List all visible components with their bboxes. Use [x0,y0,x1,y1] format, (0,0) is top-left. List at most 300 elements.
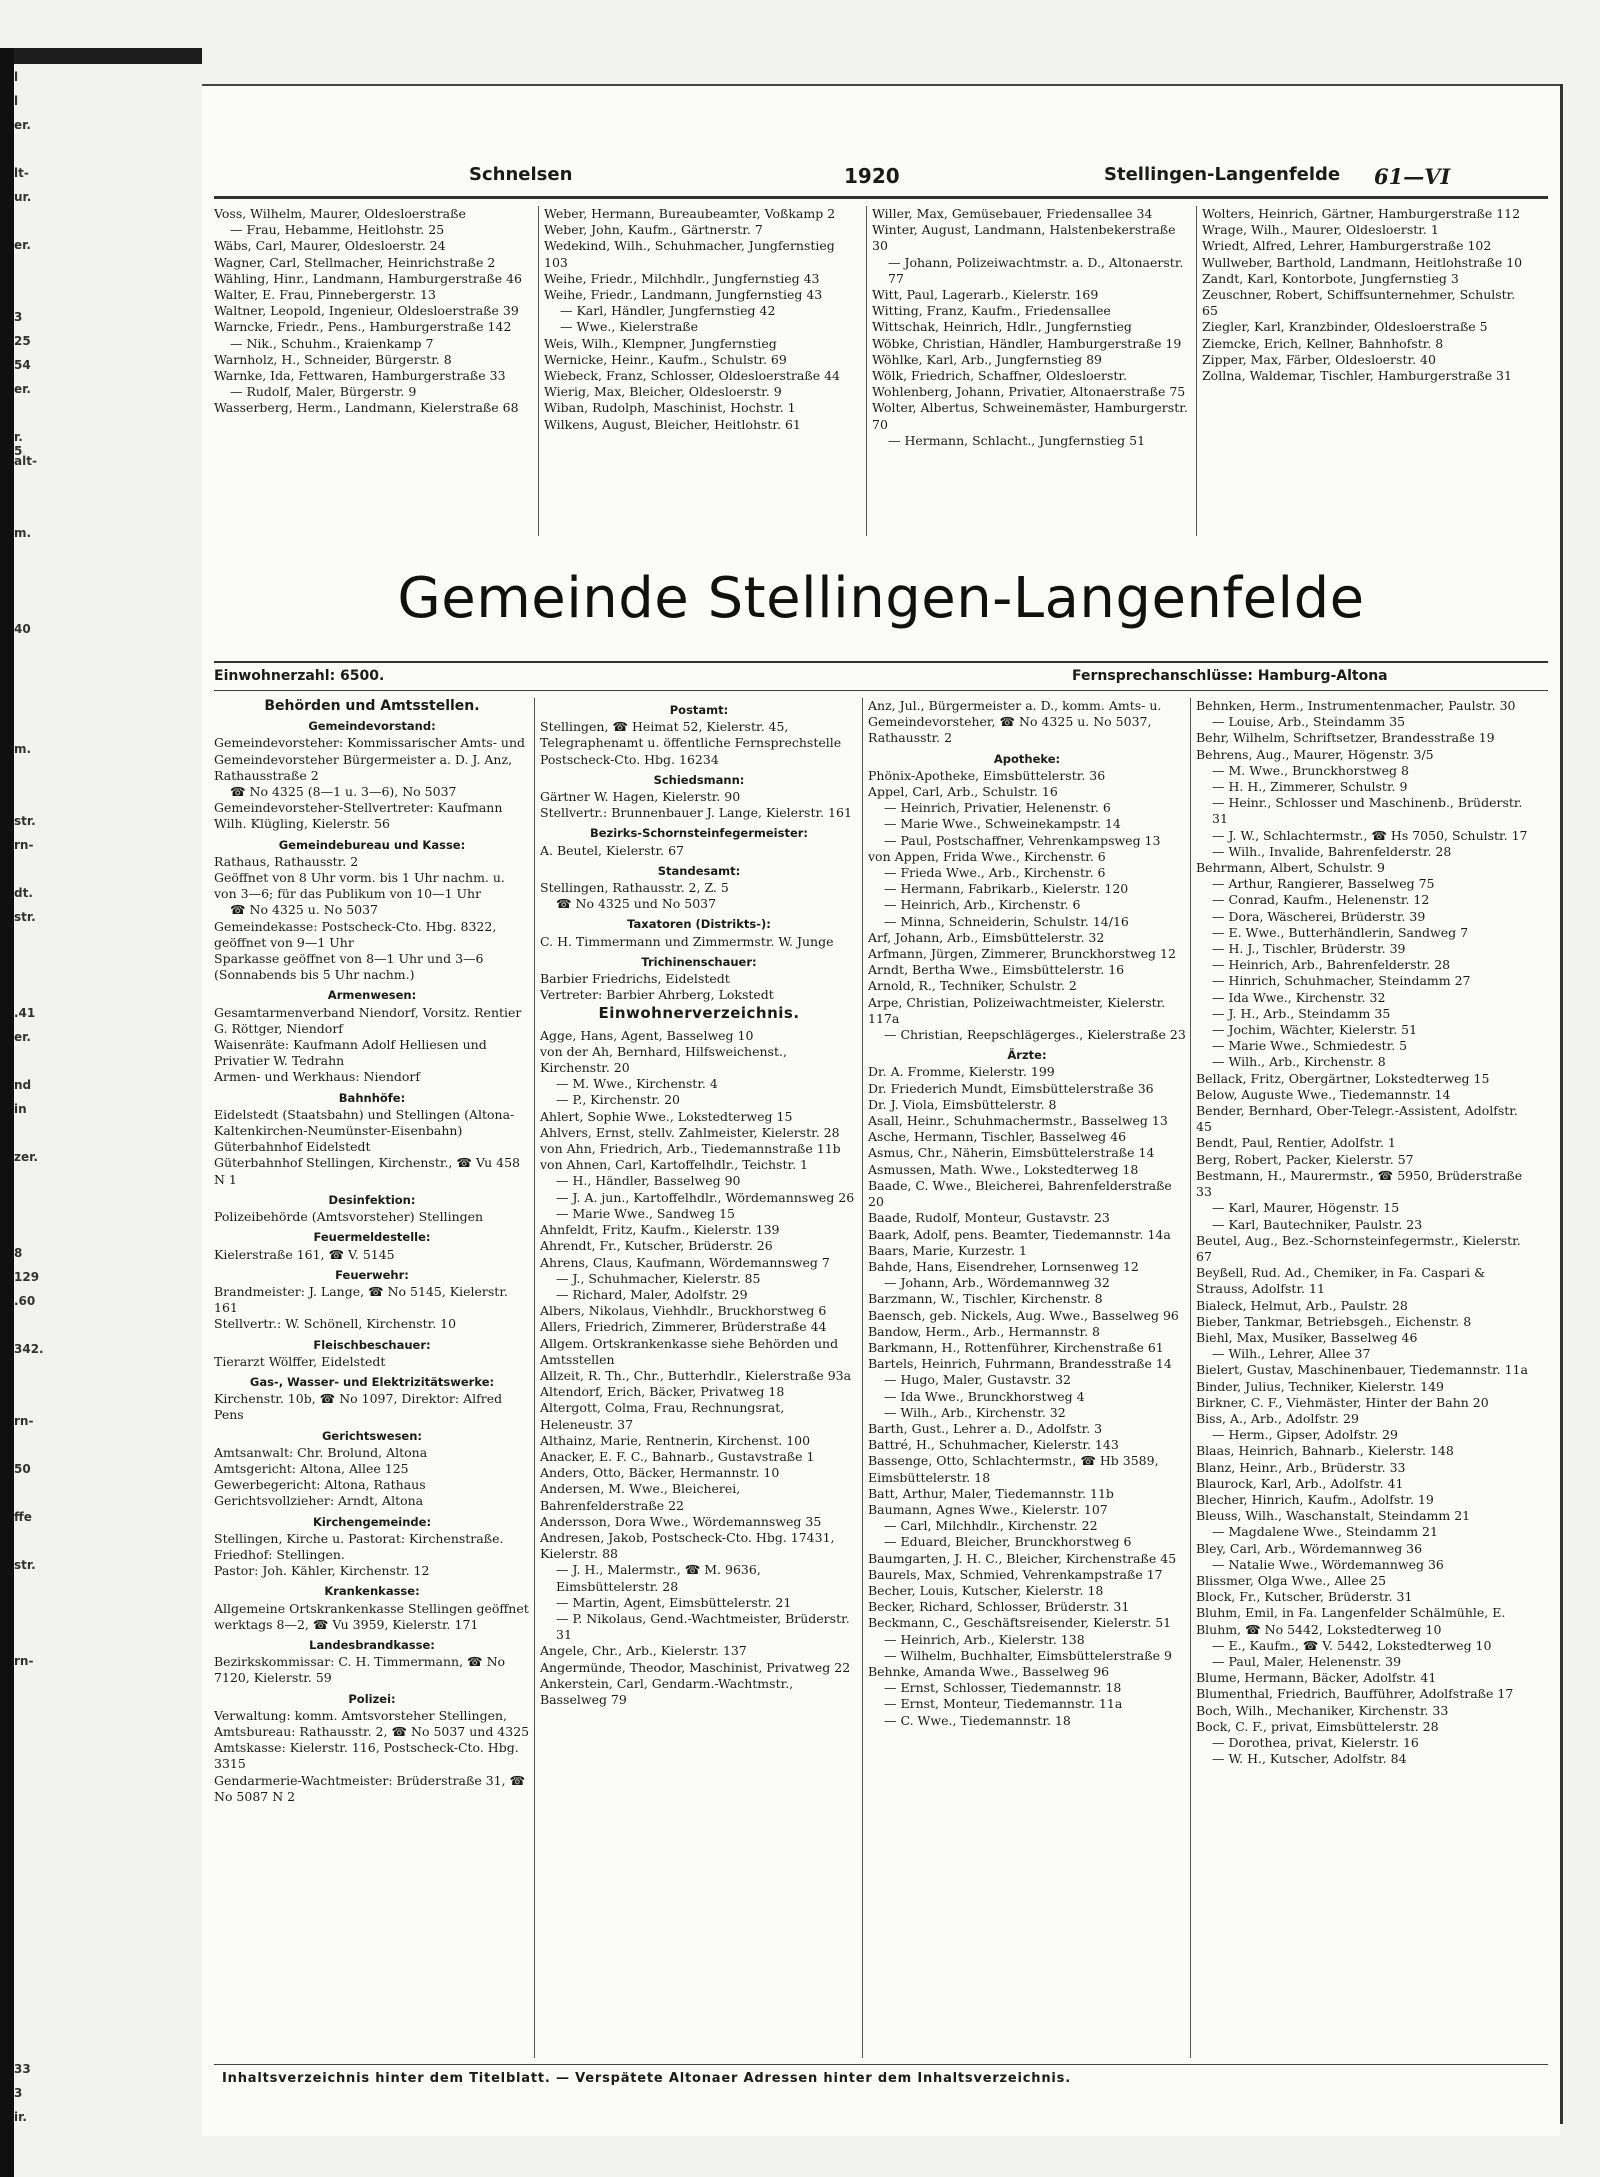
edge-fragment: lt- [14,166,29,180]
directory-entry: — Frau, Hebamme, Heitlohstr. 25 [230,222,445,238]
directory-entry: Gewerbegericht: Altona, Rathaus [214,1477,426,1493]
directory-entry: Altergott, Colma, Frau, Rechnungsrat, Heleneustr. 37 [540,1400,785,1432]
directory-entry: — Wilh., Invalide, Bahrenfelderstr. 28 [1212,843,1452,859]
directory-entry: Wullweber, Barthold, Landmann, Heitlohstraße 10 [1202,254,1523,270]
edge-fragment: rn- [14,1414,34,1428]
edge-fragment: r. 5 [14,430,23,458]
directory-entry: Boch, Wilh., Mechaniker, Kirchenstr. 33 [1196,1702,1449,1718]
directory-entry: Bellack, Fritz, Obergärtner, Lokstedterweg 15 [1196,1070,1490,1086]
directory-entry: — W. H., Kutscher, Adolfstr. 84 [1212,1751,1407,1767]
directory-entry: — M. Wwe., Kirchenstr. 4 [556,1076,718,1092]
directory-entry: — Hugo, Maler, Gustavstr. 32 [884,1372,1071,1388]
directory-entry: Wähling, Hinr., Landmann, Hamburgerstraße 46 [214,270,522,286]
directory-entry: von Ahnen, Carl, Kartoffelhdlr., Teichstr. 1 [540,1157,808,1173]
directory-entry: Baade, Rudolf, Monteur, Gustavstr. 23 [868,1210,1110,1226]
directory-entry: Block, Fr., Kutscher, Brüderstr. 31 [1196,1589,1413,1605]
directory-entry: Biss, A., Arb., Adolfstr. 29 [1196,1410,1359,1426]
directory-entry: Ahlvers, Ernst, stellv. Zahlmeister, Kielerstr. 28 [540,1124,840,1140]
edge-fragment: 8 [14,1246,23,1260]
directory-entry: Dr. Friederich Mundt, Eimsbüttelerstraße 36 [868,1080,1154,1096]
directory-entry: Ahnfeldt, Fritz, Kaufm., Kielerstr. 139 [540,1222,780,1238]
column-divider [1196,206,1197,536]
previous-page-edge [14,70,44,2150]
directory-entry: Vertreter: Barbier Ahrberg, Lokstedt [540,987,774,1003]
directory-entry: — Natalie Wwe., Wördemannweg 36 [1212,1556,1444,1572]
directory-entry: Batt, Arthur, Maler, Tiedemannstr. 11b [868,1485,1114,1501]
directory-entry: — Paul, Postschaffner, Vehrenkampsweg 13 [884,832,1161,848]
directory-entry: Arndt, Bertha Wwe., Eimsbüttelerstr. 16 [868,962,1125,978]
telephone-exchange: Fernsprechanschlüsse: Hamburg-Altona [1072,668,1388,684]
edge-fragment: 129 [14,1270,40,1284]
directory-entry: Albers, Nikolaus, Viehhdlr., Bruckhorstweg 6 [540,1303,827,1319]
directory-entry: Angele, Chr., Arb., Kielerstr. 137 [540,1643,747,1659]
directory-entry: Becher, Louis, Kutscher, Kielerstr. 18 [868,1582,1104,1598]
directory-entry: — Conrad, Kaufm., Helenenstr. 12 [1212,892,1430,908]
section-heading: Kirchengemeinde: [312,1514,432,1529]
directory-entry: Baumann, Agnes Wwe., Kielerstr. 107 [868,1501,1108,1517]
directory-entry: Allgemeine Ortskrankenkasse Stellingen geöffnet werktags 8—2, ☎ Vu 3959, Kielerstr. 171 [214,1600,529,1632]
header-rule [214,196,1548,199]
directory-entry: — Nik., Schuhm., Kraienkamp 7 [230,335,434,351]
directory-entry: Wolters, Heinrich, Gärtner, Hamburgerstraße 112 [1202,206,1521,221]
edge-fragment: nd [14,1078,32,1092]
directory-entry: Bock, C. F., privat, Eimsbüttelerstr. 28 [1196,1718,1439,1734]
section-heading: Einwohnerverzeichnis. [598,1004,800,1023]
directory-entry: — Heinrich, Arb., Kielerstr. 138 [884,1631,1085,1647]
directory-entry: — Ida Wwe., Kirchenstr. 32 [1212,989,1386,1005]
edge-fragment: ffe [14,1510,32,1524]
directory-page [202,84,1560,2136]
directory-entry: ☎ No 4325 und No 5037 [556,896,717,912]
directory-entry: Bestmann, H., Maurermstr., ☎ 5950, Brüderstraße 33 [1196,1167,1523,1200]
directory-entry: Ziegler, Karl, Kranzbinder, Oldesloerstraße 5 [1202,319,1488,335]
directory-entry: Ankerstein, Carl, Gendarm.-Wachtmstr., Basselweg 79 [540,1675,794,1707]
directory-entry: Wernicke, Heinr., Kaufm., Schulstr. 69 [544,351,787,367]
scan-border-right [1560,84,1563,2124]
directory-entry: ☎ No 4325 u. No 5037 [230,902,379,918]
directory-entry: Asche, Hermann, Tischler, Basselweg 46 [868,1129,1127,1145]
directory-entry: Wrage, Wilh., Maurer, Oldesloerstr. 1 [1202,222,1439,238]
directory-entry: — Paul, Maler, Helenenstr. 39 [1212,1653,1402,1669]
directory-entry: Voss, Wilhelm, Maurer, Oldesloerstraße [214,206,466,221]
directory-entry: — Johann, Arb., Wördemannweg 32 [884,1275,1110,1291]
section-heading: Gemeindevorstand: [308,719,436,734]
section-heading: Armenwesen: [327,988,417,1003]
directory-entry: Barkmann, H., Rottenführer, Kirchenstraße 61 [868,1339,1164,1355]
directory-entry: Waisenräte: Kaufmann Adolf Helliesen und Privatier W. Tedrahn [214,1037,487,1069]
directory-entry: Winter, August, Landmann, Halstenbekerstraße 30 [872,222,1176,254]
directory-entry: Blumenthal, Friedrich, Baufführer, Adolfstraße 17 [1196,1686,1514,1702]
directory-entry: Asmus, Chr., Näherin, Eimsbüttelerstraße 14 [868,1145,1155,1161]
directory-entry: — Marie Wwe., Sandweg 15 [556,1205,735,1221]
directory-entry: — Heinr., Schlosser und Maschinenb., Brüderstr. 31 [1212,795,1523,827]
directory-entry: Beyßell, Rud. Ad., Chemiker, in Fa. Caspari & Strauss, Adolfstr. 11 [1196,1265,1486,1297]
directory-entry: — Dora, Wäscherei, Brüderstr. 39 [1212,908,1426,924]
directory-entry: Blanz, Heinr., Arb., Brüderstr. 33 [1196,1459,1406,1475]
directory-entry: Blissmer, Olga Wwe., Allee 25 [1196,1572,1387,1588]
directory-entry: — Heinrich, Arb., Bahrenfelderstr. 28 [1212,957,1451,973]
directory-entry: Polizeibehörde (Amtsvorsteher) Stellingen [214,1209,484,1225]
section-heading: Landesbrandkasse: [309,1637,435,1652]
directory-entry: — Wilh., Lehrer, Allee 37 [1212,1346,1371,1362]
directory-entry: Battré, H., Schuhmacher, Kielerstr. 143 [868,1437,1119,1453]
directory-entry: Pastor: Joh. Kähler, Kirchenstr. 12 [214,1563,430,1579]
directory-entry: Althainz, Marie, Rentnerin, Kirchenst. 100 [540,1432,811,1448]
directory-entry: — Heinrich, Privatier, Helenenstr. 6 [884,800,1111,816]
directory-entry: Brandmeister: J. Lange, ☎ No 5145, Kielerstr. 161 [214,1283,508,1316]
directory-entry: Gemeindevorsteher: Kommissarischer Amts- und Gemeindevorsteher Bürgermeister a. D. J. Anz, Rathausstraße 2 [214,735,526,783]
directory-entry: Bassenge, Otto, Schlachtermstr., ☎ Hb 3589, Eimsbüttelerstr. 18 [868,1453,1159,1485]
directory-entry: Warnholz, H., Schneider, Bürgerstr. 8 [214,351,452,367]
directory-entry: Wolter, Albertus, Schweinemäster, Hamburgerstr. 70 [872,400,1188,432]
directory-entry: Barth, Gust., Lehrer a. D., Adolfstr. 3 [868,1420,1103,1436]
directory-entry: Ahrens, Claus, Kaufmann, Wördemannsweg 7 [540,1254,830,1270]
top-column-4 [1202,206,1532,384]
directory-entry: Biehl, Max, Musiker, Basselweg 46 [1196,1329,1418,1345]
edge-fragment: 40 [14,622,31,636]
directory-entry: Beutel, Aug., Bez.-Schornsteinfegermstr., Kielerstr. 67 [1196,1232,1521,1264]
directory-entry: Eidelstedt (Staatsbahn) und Stellingen (Altona-Kaltenkirchen-Neumünster-Eisenbahn) [214,1106,515,1139]
directory-entry: Warncke, Friedr., Pens., Hamburgerstraße 142 [214,319,512,335]
section-heading: Feuerwehr: [335,1267,409,1282]
directory-entry: Behr, Wilhelm, Schriftsetzer, Brandesstraße 19 [1196,730,1495,746]
column-divider [862,698,863,2058]
directory-entry: Barzmann, W., Tischler, Kirchenstr. 8 [868,1291,1103,1307]
directory-entry: Blaas, Heinrich, Bahnarb., Kielerstr. 148 [1196,1443,1454,1459]
section-heading: Gerichtswesen: [321,1428,423,1443]
directory-entry: von Appen, Frida Wwe., Kirchenstr. 6 [868,848,1106,864]
directory-entry: — Wilh., Arb., Kirchenstr. 32 [884,1404,1066,1420]
directory-entry: Gendarmerie-Wachtmeister: Brüderstraße 31, ☎ No 5087 N 2 [214,1772,526,1804]
section-heading: Ärzte: [1007,1048,1047,1063]
edge-fragment: 342. [14,1342,44,1356]
directory-entry: — H., Händler, Basselweg 90 [556,1173,741,1189]
directory-entry: — P. Nikolaus, Gend.-Wachtmeister, Brüderstr. 31 [556,1610,850,1643]
directory-entry: Ahlert, Sophie Wwe., Lokstedterweg 15 [540,1108,793,1124]
directory-entry: Bluhm, Emil, in Fa. Langenfelder Schälmühle, E. Bluhm, ☎ No 5442, Lokstedterweg 10 [1196,1605,1506,1637]
edge-fragment: dt. [14,886,33,900]
directory-entry: — Magdalene Wwe., Steindamm 21 [1212,1524,1438,1540]
directory-entry: — Ernst, Schlosser, Tiedemannstr. 18 [884,1680,1122,1696]
directory-entry: Gemeindekasse: Postscheck-Cto. Hbg. 8322, geöffnet von 9—1 Uhr [214,918,497,950]
title-rule [214,661,1548,663]
directory-entry: — Hermann, Schlacht., Jungfernstieg 51 [888,432,1146,448]
directory-entry: — C. Wwe., Tiedemannstr. 18 [884,1712,1071,1728]
edge-fragment: er. [14,238,31,252]
directory-entry: Arfmann, Jürgen, Zimmerer, Brunckhorstweg 12 [868,946,1176,962]
section-heading: Bezirks-Schornsteinfegermeister: [589,826,809,841]
directory-entry: Wöhlke, Karl, Arb., Jungfernstieg 89 [872,351,1103,367]
section-heading: Feuermeldestelle: [313,1230,431,1245]
section-heading: Standesamt: [657,863,741,878]
edge-fragment: rn- [14,1654,34,1668]
directory-entry: Arpe, Christian, Polizeiwachtmeister, Kielerstr. 117a [868,994,1166,1026]
directory-entry: Amtsgericht: Altona, Allee 125 [214,1460,409,1476]
directory-entry: — Jochim, Wächter, Kielerstr. 51 [1212,1022,1418,1038]
main-column-1 [214,698,530,1805]
directory-entry: Gesamtarmenverband Niendorf, Vorsitz. Rentier G. Röttger, Niendorf [214,1004,522,1036]
directory-entry: — Hermann, Fabrikarb., Kielerstr. 120 [884,881,1129,897]
stats-rule [214,690,1548,691]
directory-entry: Wilkens, August, Bleicher, Heitlohstr. 61 [544,416,801,432]
edge-fragment: 3 [14,310,23,324]
directory-entry: Berg, Robert, Packer, Kielerstr. 57 [1196,1151,1414,1167]
section-heading: Schiedsmann: [653,772,745,787]
section-heading: Bahnhöfe: [338,1090,406,1105]
edge-fragment: 50 [14,1462,31,1476]
directory-entry: Gemeindevorsteher-Stellvertreter: Kaufmann Wilh. Klügling, Kielerstr. 56 [214,800,503,832]
header-left-name: Schnelsen [469,164,573,185]
directory-entry: Rathaus, Rathausstr. 2 [214,853,359,869]
population-count: Einwohnerzahl: 6500. [214,668,385,684]
directory-entry: Gerichtsvollzieher: Arndt, Altona [214,1493,424,1509]
directory-entry: Weber, John, Kaufm., Gärtnerstr. 7 [544,222,763,238]
directory-entry: — Minna, Schneiderin, Schulstr. 14/16 [884,913,1129,929]
directory-entry: Weis, Wilh., Klempner, Jungfernstieg [544,335,777,351]
directory-entry: Weber, Hermann, Bureaubeamter, Voßkamp 2 [544,206,836,221]
directory-entry: Bialeck, Helmut, Arb., Paulstr. 28 [1196,1297,1408,1313]
directory-entry: Below, Auguste Wwe., Tiedemannstr. 14 [1196,1086,1451,1102]
directory-entry: Agge, Hans, Agent, Basselweg 10 [540,1027,754,1043]
directory-entry: Stellingen, Kirche u. Pastorat: Kirchenstraße. Friedhof: Stellingen. [214,1530,504,1562]
main-column-3 [868,698,1186,1729]
directory-entry: C. H. Timmermann und Zimmermstr. W. Junge [540,933,834,949]
directory-entry: Bartels, Heinrich, Fuhrmann, Brandesstraße 14 [868,1356,1172,1372]
column-divider [538,206,539,536]
directory-entry: Binder, Julius, Techniker, Kielerstr. 149 [1196,1378,1444,1394]
directory-entry: — J. H., Malermstr., ☎ M. 9636, Eimsbüttelerstr. 28 [556,1562,761,1594]
directory-entry: Bleuss, Wilh., Waschanstalt, Steindamm 21 [1196,1508,1471,1524]
edge-fragment: .60 [14,1294,36,1308]
header-page-number: 61—VI [1374,164,1451,189]
main-column-4 [1196,698,1536,1767]
section-heading: Desinfektion: [328,1192,416,1207]
edge-fragment: l [14,94,19,108]
directory-entry: Asmussen, Math. Wwe., Lokstedterweg 18 [868,1161,1139,1177]
directory-entry: Stellingen, ☎ Heimat 52, Kielerstr. 45, Telegraphenamt u. öffentliche Fernsprechstelle [540,719,842,751]
directory-entry: Blume, Hermann, Bäcker, Adolfstr. 41 [1196,1670,1437,1686]
directory-entry: Andresen, Jakob, Postscheck-Cto. Hbg. 17431, Kielerstr. 88 [540,1529,835,1562]
main-column-2 [540,698,858,1708]
directory-entry: Arnold, R., Techniker, Schulstr. 2 [868,978,1077,994]
directory-entry: — Christian, Reepschlägerges., Kielerstraße 23 [884,1027,1186,1043]
directory-entry: — Eduard, Bleicher, Brunckhorstweg 6 [884,1534,1132,1550]
directory-entry: Andersen, M. Wwe., Bleicherei, Bahrenfelderstraße 22 [540,1481,741,1513]
directory-entry: — Wwe., Kielerstraße [560,319,699,335]
column-divider [1190,698,1191,2058]
directory-entry: Güterbahnhof Stellingen, Kirchenstr., ☎ Vu 458 N 1 [214,1155,521,1187]
column-divider [866,206,867,536]
directory-entry: — P., Kirchenstr. 20 [556,1092,680,1108]
directory-entry: — J., Schuhmacher, Kielerstr. 85 [556,1270,761,1286]
directory-entry: Bendt, Paul, Rentier, Adolfstr. 1 [1196,1135,1396,1151]
header-year: 1920 [844,164,900,188]
directory-entry: Wittschak, Heinrich, Hdlr., Jungfernstieg [872,319,1132,335]
directory-entry: Wierig, Max, Bleicher, Oldesloerstr. 9 [544,384,782,400]
directory-entry: — Rudolf, Maler, Bürgerstr. 9 [230,384,417,400]
section-heading: Taxatoren (Distrikts-): [627,917,771,932]
directory-entry: — Johann, Polizeiwachtmstr. a. D., Altonaerstr. 77 [888,254,1184,286]
directory-entry: Dr. J. Viola, Eimsbüttelerstr. 8 [868,1096,1057,1112]
directory-entry: — H. J., Tischler, Brüderstr. 39 [1212,941,1406,957]
edge-fragment: 25 [14,334,31,348]
directory-entry: Anders, Otto, Bäcker, Hermannstr. 10 [540,1465,780,1481]
scan-border-top [14,48,202,64]
directory-entry: Ahrendt, Fr., Kutscher, Brüderstr. 26 [540,1238,773,1254]
directory-entry: Bender, Bernhard, Ober-Telegr.-Assistent, Adolfstr. 45 [1196,1103,1518,1135]
directory-entry: Wäbs, Carl, Maurer, Oldesloerstr. 24 [214,238,446,254]
directory-entry: — Richard, Maler, Adolfstr. 29 [556,1286,748,1302]
edge-fragment: l [14,70,19,84]
section-heading: Krankenkasse: [324,1584,420,1599]
directory-entry: — Martin, Agent, Eimsbüttelerstr. 21 [556,1594,792,1610]
footer-rule [214,2064,1548,2065]
edge-fragment: in [14,1102,27,1116]
edge-fragment: str. [14,910,36,924]
directory-entry: Gärtner W. Hagen, Kielerstr. 90 [540,789,741,805]
directory-entry: von der Ah, Bernhard, Hilfsweichenst., Kirchenstr. 20 [540,1043,787,1076]
directory-entry: ☎ No 4325 (8—1 u. 3—6), No 5037 [230,784,457,800]
directory-entry: Wiebeck, Franz, Schlosser, Oldesloerstraße 44 [544,368,840,384]
edge-fragment: m. [14,742,32,756]
top-column-1 [214,206,534,417]
directory-entry: Allers, Friedrich, Zimmerer, Brüderstraße 44 [540,1319,827,1335]
directory-entry: Warnke, Ida, Fettwaren, Hamburgerstraße 33 [214,368,506,384]
directory-entry: Wohlenberg, Johann, Privatier, Altonaerstraße 75 [872,384,1186,400]
directory-entry: — E., Kaufm., ☎ V. 5442, Lokstedterweg 10 [1212,1637,1492,1653]
directory-entry: Weihe, Friedr., Milchhdlr., Jungfernstieg 43 [544,270,820,286]
directory-entry: Baade, C. Wwe., Bleicherei, Bahrenfelderstraße 20 [868,1177,1172,1210]
edge-fragment: str. [14,1558,36,1572]
directory-entry: Becker, Richard, Schlosser, Brüderstr. 31 [868,1599,1130,1615]
directory-entry: — J. W., Schlachtermstr., ☎ Hs 7050, Schulstr. 17 [1212,827,1528,843]
section-heading: Postamt: [669,703,729,717]
edge-fragment: rn- [14,838,34,852]
directory-entry: Bahde, Hans, Eisendreher, Lornsenweg 12 [868,1258,1139,1274]
directory-entry: — E. Wwe., Butterhändlerin, Sandweg 7 [1212,924,1469,940]
directory-entry: Phönix-Apotheke, Eimsbüttelerstr. 36 [868,767,1106,783]
directory-entry: Tierarzt Wölffer, Eidelstedt [214,1353,386,1369]
directory-entry: Bielert, Gustav, Maschinenbauer, Tiedemannstr. 11a [1196,1362,1528,1378]
section-heading: Gemeindebureau und Kasse: [278,837,466,852]
section-heading: Polizei: [348,1691,396,1706]
directory-entry: Baars, Marie, Kurzestr. 1 [868,1242,1028,1258]
directory-entry: Bieber, Tankmar, Betriebsgeh., Eichenstr. 8 [1196,1313,1472,1329]
directory-entry: Anz, Jul., Bürgermeister a. D., komm. Amts- u. Gemeindevorsteher, ☎ No 4325 u. No 5037, Rathausstr. 2 [868,698,1162,746]
directory-entry: Witt, Paul, Lagerarb., Kielerstr. 169 [872,287,1099,303]
section-heading: Trichinenschauer: [641,954,757,969]
header-place: Stellingen-Langenfelde [1104,164,1341,185]
directory-entry: Baurels, Max, Schmied, Vehrenkampstraße 17 [868,1566,1163,1582]
directory-entry: Bandow, Herm., Arb., Hermannstr. 8 [868,1323,1100,1339]
directory-entry: Birkner, C. F., Viehmäster, Hinter der Bahn 20 [1196,1394,1489,1410]
directory-entry: Waltner, Leopold, Ingenieur, Oldesloerstraße 39 [214,303,519,319]
edge-fragment: zer. [14,1150,38,1164]
directory-entry: — Heinrich, Arb., Kirchenstr. 6 [884,897,1081,913]
section-heading: Apotheke: [993,751,1061,766]
directory-entry: Geöffnet von 8 Uhr vorm. bis 1 Uhr nachm. u. von 3—6; für das Publikum von 10—1 Uhr [214,870,505,902]
edge-fragment: 33 [14,2062,31,2076]
directory-entry: — Marie Wwe., Schmiedestr. 5 [1212,1038,1408,1054]
directory-entry: — M. Wwe., Brunckhorstweg 8 [1212,762,1409,778]
directory-entry: Beckmann, C., Geschäftsreisender, Kielerstr. 51 [868,1615,1172,1631]
directory-entry: Wasserberg, Herm., Landmann, Kielerstraße 68 [214,400,519,416]
directory-entry: — Frieda Wwe., Arb., Kirchenstr. 6 [884,865,1106,881]
directory-entry: Blecher, Hinrich, Kaufm., Adolfstr. 19 [1196,1491,1434,1507]
directory-entry: Wöbke, Christian, Händler, Hamburgerstraße 19 [872,335,1182,351]
directory-entry: — Dorothea, privat, Kielerstr. 16 [1212,1735,1419,1750]
directory-entry: Arf, Johann, Arb., Eimsbüttelerstr. 32 [868,929,1105,945]
directory-entry: Weihe, Friedr., Landmann, Jungfernstieg 43 [544,287,823,303]
directory-entry: Behnke, Amanda Wwe., Basselweg 96 [868,1663,1110,1679]
directory-entry: Wagner, Carl, Stellmacher, Heinrichstraße 2 [214,254,496,270]
section-heading: Gas-, Wasser- und Elektrizitätswerke: [249,1374,495,1389]
directory-entry: — Wilhelm, Buchhalter, Eimsbüttelerstraße 9 [884,1647,1172,1663]
top-column-3 [872,206,1192,449]
directory-entry: Bezirkskommissar: C. H. Timmermann, ☎ No 7120, Kielerstr. 59 [214,1654,506,1686]
directory-entry: Wölk, Friedrich, Schaffner, Oldesloerstr. [872,368,1127,384]
directory-entry: Zollna, Waldemar, Tischler, Hamburgerstraße 31 [1202,368,1512,384]
directory-entry: Armen- und Werkhaus: Niendorf [214,1069,421,1085]
section-heading: Fleischbeschauer: [313,1337,431,1352]
directory-entry: Stellvertr.: W. Schönell, Kirchenstr. 10 [214,1316,457,1332]
directory-entry: Sparkasse geöffnet von 8—1 Uhr und 3—6 (Sonnabends bis 5 Uhr nachm.) [214,951,484,983]
directory-entry: Anacker, E. F. C., Bahnarb., Gustavstraße 1 [540,1448,815,1464]
directory-entry: Amtsanwalt: Chr. Brolund, Altona [214,1444,428,1460]
directory-entry: Kielerstraße 161, ☎ V. 5145 [214,1246,395,1262]
directory-entry: — H. H., Zimmerer, Schulstr. 9 [1212,779,1408,795]
directory-entry: — J. H., Arb., Steindamm 35 [1212,1005,1391,1021]
directory-entry: Wedekind, Wilh., Schuhmacher, Jungfernstieg 103 [544,238,835,270]
directory-entry: Postscheck-Cto. Hbg. 16234 [540,751,719,767]
directory-entry: Walter, E. Frau, Pinnebergerstr. 13 [214,287,436,303]
directory-entry: Appel, Carl, Arb., Schulstr. 16 [868,784,1058,800]
edge-fragment: ir. [14,2110,27,2124]
column-divider [534,698,535,2058]
directory-entry: Behnken, Herm., Instrumentenmacher, Paulstr. 30 [1196,698,1516,713]
directory-entry: Witting, Franz, Kaufm., Friedensallee [872,303,1111,319]
directory-entry: — J. A. jun., Kartoffelhdlr., Wördemannsweg 26 [556,1189,855,1205]
directory-entry: — Karl, Bautechniker, Paulstr. 23 [1212,1216,1423,1232]
directory-entry: — Ernst, Monteur, Tiedemannstr. 11a [884,1696,1123,1712]
directory-entry: Verwaltung: komm. Amtsvorsteher Stellingen, Amtsbureau: Rathausstr. 2, ☎ No 5037 und 4325 [214,1707,530,1739]
directory-entry: — Ida Wwe., Brunckhorstweg 4 [884,1388,1085,1404]
directory-entry: Amtskasse: Kielerstr. 116, Postscheck-Cto. Hbg. 3315 [214,1740,519,1772]
directory-entry: Stellingen, Rathausstr. 2, Z. 5 [540,880,729,896]
directory-entry: — Herm., Gipser, Adolfstr. 29 [1212,1427,1398,1443]
directory-entry: Allgem. Ortskrankenkasse siehe Behörden und Amtsstellen [540,1335,839,1367]
edge-fragment: er. [14,1030,31,1044]
directory-entry: Güterbahnhof Eidelstedt [214,1139,371,1155]
directory-entry: Zeuschner, Robert, Schiffsunternehmer, Schulstr. 65 [1202,287,1516,319]
directory-entry: Asall, Heinr., Schuhmachermstr., Basselweg 13 [868,1113,1168,1129]
page-title: Gemeinde Stellingen-Langenfelde [397,566,1365,631]
directory-entry: — Wilh., Arb., Kirchenstr. 8 [1212,1054,1386,1070]
directory-entry: Ziemcke, Erich, Kellner, Bahnhofstr. 8 [1202,335,1444,351]
directory-entry: Baensch, geb. Nickels, Aug. Wwe., Basselweg 96 [868,1307,1179,1323]
directory-entry: Barbier Friedrichs, Eidelstedt [540,971,730,987]
edge-fragment: ur. [14,190,32,204]
edge-fragment: er. [14,118,31,132]
directory-entry: von Ahn, Friedrich, Arb., Tiedemannstraße 11b [540,1141,841,1157]
directory-entry: Andersson, Dora Wwe., Wördemannsweg 35 [540,1513,822,1529]
directory-entry: Zipper, Max, Färber, Oldesloerstr. 40 [1202,351,1436,367]
directory-entry: Wiban, Rudolph, Maschinist, Hochstr. 1 [544,400,796,416]
edge-fragment: 54 [14,358,31,372]
directory-entry: Baumgarten, J. H. C., Bleicher, Kirchenstraße 45 [868,1550,1177,1566]
directory-entry: Angermünde, Theodor, Maschinist, Privatweg 22 [540,1659,851,1675]
running-header [214,156,1548,196]
